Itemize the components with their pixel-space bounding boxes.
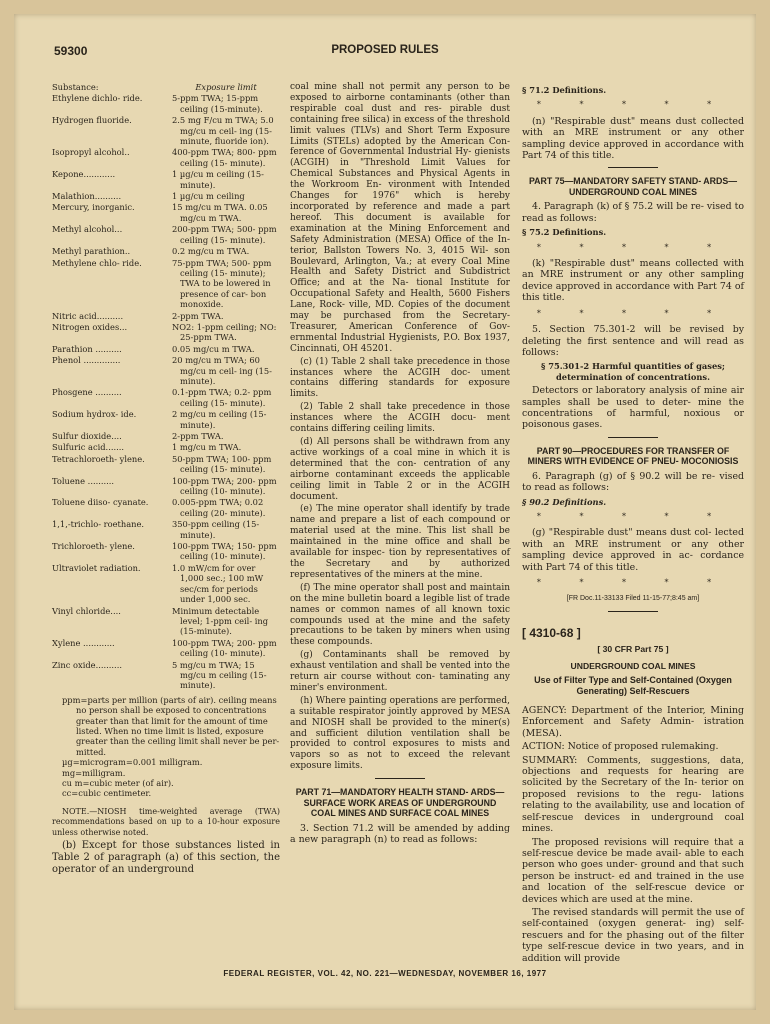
body-paragraph: (f) The mine operator shall post and maintain on the mine bulletin board a legible list of trade names or common names of all known toxic compounds used at the mine and the safety precautions to be taken by miners when using these compounds. — [290, 582, 510, 648]
exposure-limit: 0.05 mg/cu m TWA. — [172, 343, 255, 354]
substance-name: Trichloroeth- ylene. — [52, 541, 135, 552]
fr-doc-line: [FR Doc.11-33133 Filed 11-15-77;8:45 am] — [566, 595, 700, 603]
ellipsis-stars: * * * * * — [536, 578, 730, 587]
table-header — [52, 82, 280, 92]
table-row — [52, 442, 280, 452]
exposure-limit: 200-ppm TWA; 500- ppm ceiling (15- minute). — [172, 224, 277, 245]
exposure-limit: 2-ppm TWA. — [172, 431, 224, 441]
table-row — [52, 541, 280, 562]
ellipsis-stars: * * * * * — [536, 308, 730, 318]
table-row — [52, 169, 280, 190]
substance-name: Sodium hydrox- ide. — [52, 409, 137, 420]
substance-name: Sulfuric acid....... — [52, 442, 125, 453]
body-paragraph: Detectors or laboratory analysis of mine air samples shall be used to deter- mine the concentrations of harmful, noxious or poisonous gases. — [522, 385, 744, 431]
exposure-limit: NO2: 1-ppm ceiling; NO: 25-ppm TWA. — [172, 321, 277, 343]
exposure-limit: 400-ppm TWA; 800- ppm ceiling (15- minute). — [172, 147, 277, 168]
document-page — [14, 14, 756, 1010]
substance-name: Zinc oxide.......... — [52, 659, 122, 670]
body-paragraph: coal mine shall not permit any person to be exposed to airborne contaminants (other than respirable coal dust and res- pirable dust containing free silica) in excess of the threshold limit values (TLVs) and Short Term Exposure Limits (STELs) adopted by the American Con- ference of Governmental Industrial Hy- gienists (ACGIH) in "Threshold Limit Values for Chemical Substances and Physical Agents in the Workroom En- vironment with Intended Changes for 1976" which is hereby incorporated by reference and made a part hereof. This document is available for examination at the Mining Enforcement and Safety Administration (MESA) Office of the In- terior, Ballston Towers No. 3, 4015 Wil- son Boulevard, Arlington, Va.; at every Coal Mine Health and Safety District and Subdistrict Office; and at the Na- tional Institute for Occupational Safety and Health, 5600 Fishers Lane, Rock- ville, MD. Copies of the document may be purchased from the Secretary- Treasurer, American Conference of Gov- ernmental Industrial Hygienists, P.O. Box 1937, Cincinnati, OH 45201. — [290, 82, 510, 354]
table-row — [52, 660, 280, 691]
divider — [608, 437, 658, 438]
table-row — [52, 191, 280, 201]
divider — [608, 611, 658, 612]
exposure-limit: 5 mg/cu m TWA; 15 mg/cu m ceiling (15-minute). — [172, 659, 267, 691]
substance-name: Toluene diiso- cyanate. — [52, 497, 149, 508]
table-row — [52, 147, 280, 168]
table-row — [52, 409, 280, 430]
body-paragraph: (d) All persons shall be withdrawn from any active workings of a coal mine in which it is determined that the con- centration of any airborne contaminant exceeds the applicable ceiling limit in Table 2 or in the ACGIH document. — [290, 437, 510, 502]
paragraph-b: (b) Except for those substances listed in Table 2 of paragraph (a) of this section, the operator of an underground — [52, 840, 280, 876]
substance-name: Parathion .......... — [52, 343, 122, 354]
body-paragraph: (e) The mine operator shall identify by trade name and prepare a list of each compound or material used at the mine. This list shall be maintained in the mine office and shall be available for inspec- tion by representatives of the Secretary and by authorized representatives of the miners at the mine. — [290, 504, 510, 580]
ellipsis-stars: * * * * * — [536, 511, 730, 521]
substance-name: Hydrogen fluoride. — [52, 115, 132, 126]
action-paragraph: ACTION: Notice of proposed rulemaking. — [522, 741, 719, 753]
substance-name: Tetrachloroeth- ylene. — [52, 453, 145, 464]
column-2 — [290, 82, 510, 952]
table-row — [52, 563, 280, 605]
substance-name: Methyl alcohol... — [52, 224, 123, 235]
table-row — [52, 322, 280, 343]
table-head-substance: Substance: — [52, 82, 99, 92]
definition-line: cc=cubic centimeter. — [62, 788, 152, 799]
exposure-limit: 1 mg/cu m TWA. — [172, 442, 242, 453]
exposure-limit: 2-ppm TWA. — [172, 310, 224, 321]
table-row — [52, 115, 280, 146]
body-paragraph: 3. Section 71.2 will be amended by adding a new paragraph (n) to read as follows: — [290, 822, 510, 846]
substance-name: Nitrogen oxides... — [52, 321, 128, 332]
table-row — [52, 638, 280, 659]
ellipsis-stars: * * * * * — [536, 242, 730, 252]
table-row — [52, 431, 280, 441]
body-paragraph: (k) "Respirable dust" means collected with an MRE instrument or any other sampling device approved in accordance with Part 74 of this title. — [522, 258, 744, 304]
part-75-heading: PART 75—MANDATORY SAFETY STAND- ARDS—UNDERGROUND COAL MINES — [528, 176, 738, 197]
exposure-limit: 100-ppm TWA; 200- ppm ceiling (10- minute). — [172, 475, 277, 497]
exposure-limit: 1 µg/cu m ceiling (15-minute). — [172, 169, 264, 190]
page-footer: FEDERAL REGISTER, VOL. 42, NO. 221—WEDNESDAY, NOVEMBER 16, 1977 — [223, 969, 547, 978]
table-definitions — [52, 695, 280, 799]
substance-name: Methyl parathion.. — [52, 246, 131, 257]
table-head-limit: Exposure limit — [195, 82, 257, 92]
table-row — [52, 355, 280, 386]
exposure-limit: 100-ppm TWA; 200- ppm ceiling (10- minute). — [172, 637, 277, 659]
substance-name: Malathion.......... — [52, 191, 122, 202]
document-number: [ 4310-68 ] — [522, 625, 581, 640]
table-row — [52, 344, 280, 354]
substance-name: Ultraviolet radiation. — [52, 562, 141, 573]
body-paragraph: (c) (1) Table 2 shall take precedence in those instances where the ACGIH doc- ument contains differing standards for exposure limits. — [290, 356, 510, 400]
exposure-limit: 75-ppm TWA; 500- ppm ceiling (15- minute); TWA to be lowered in presence of car- bon monoxide. — [172, 257, 272, 310]
body-paragraph: (2) Table 2 shall take precedence in those instances where the ACGIH docu- ment contains differing ceiling limits. — [290, 402, 510, 435]
body-paragraph: (h) Where painting operations are performed, a suitable respirator jointly approved by MESA and NIOSH shall be provided to the miner(s) and sufficient dilution ventilation shall be provided to control exposures to mists and vapors so as not to exceed the relevant exposure limits. — [290, 695, 510, 772]
table-row — [52, 454, 280, 475]
body-paragraph: The proposed revisions will require that a self-rescue device be made avail- able to each person who goes under- ground and that such person be instruct- ed and trained in the use and location of the self-rescue device or devices which are used at the mine. — [522, 836, 744, 905]
table-row — [52, 519, 280, 540]
table-row — [52, 606, 280, 637]
definition-line: µg=microgram=0.001 milligram. — [62, 757, 203, 768]
exposure-limit: 100-ppm TWA; 150- ppm ceiling (10- minute). — [172, 541, 277, 562]
definition-line: mg=milligram. — [62, 767, 126, 778]
niosh-note: NOTE.—NIOSH time-weighted average (TWA) recommendations based on up to a 10-hour exposure unless otherwise noted. — [52, 806, 280, 837]
ellipsis-stars: * * * * * — [536, 100, 730, 110]
page-number: 59300 — [54, 44, 88, 58]
substance-name: Sulfur dioxide.... — [52, 431, 122, 441]
body-paragraph: (n) "Respirable dust" means dust collected with an MRE instrument or any other sampling device approved in accordance with Part 74 of this title. — [522, 115, 744, 162]
exposure-limit: 50-ppm TWA; 100- ppm ceiling (15- minute). — [172, 453, 272, 475]
definition-line: cu m=cubic meter (of air). — [62, 778, 174, 788]
divider — [608, 167, 658, 168]
part-90-heading: PART 90—PROCEDURES FOR TRANSFER OF MINERS WITH EVIDENCE OF PNEU- MOCONIOSIS — [527, 445, 739, 467]
substance-name: Toluene .......... — [52, 475, 115, 486]
table-row — [52, 93, 280, 114]
substance-name: Phenol .............. — [52, 355, 121, 366]
table-row — [52, 387, 280, 408]
substance-name: Mercury, inorganic. — [52, 202, 135, 213]
column-3 — [522, 82, 744, 964]
body-paragraph: The revised standards will permit the use of self-contained (oxygen generat- ing) self-rescuers and for the phasing out of the filter type self-rescue device in two years, and in addition will provide — [522, 906, 744, 964]
cfr-reference: [ 30 CFR Part 75 ] — [597, 644, 669, 655]
substance-name: Xylene ............ — [52, 637, 115, 648]
summary-paragraph: SUMMARY: Comments, suggestions, data, objections and requests for hearing are solicited by the Secretary of the In- terior on proposed revisions to the regu- lations relating to the availability, use and location of self-rescue devices in underground coal mines. — [522, 754, 744, 835]
table-row — [52, 497, 280, 518]
table-row — [52, 202, 280, 223]
table-row — [52, 258, 280, 310]
table-row — [52, 311, 280, 321]
table-row — [52, 476, 280, 497]
section-heading: § 75.301-2 Harmful quantities of gases; determination of concentrations. — [541, 361, 725, 382]
agency-paragraph: AGENCY: Department of the Interior, Mining Enforcement and Safety Admin- istration (MESA). — [522, 705, 744, 739]
exposure-limit: 350-ppm ceiling (15- minute). — [172, 519, 260, 540]
exposure-limit: 2.5 mg F/cu m TWA; 5.0 mg/cu m ceil- ing (15-minute, fluoride ion). — [172, 115, 274, 147]
substance-name: Isopropyl alcohol.. — [52, 147, 130, 158]
exposure-table — [52, 93, 280, 690]
body-paragraph: 4. Paragraph (k) of § 75.2 will be re- vised to read as follows: — [522, 201, 744, 224]
substance-name: Ethylene dichlo- ride. — [52, 93, 143, 104]
rule-subject: Use of Filter Type and Self-Contained (Oxygen Generating) Self-Rescuers — [534, 675, 732, 697]
exposure-limit: 0.1-ppm TWA; 0.2- ppm ceiling (15- minute). — [172, 387, 272, 408]
section-heading: § 90.2 Definitions. — [522, 496, 607, 507]
body-paragraph: (g) "Respirable dust" means dust col- lected with an MRE instrument or any other sampling device approved in ac- cordance with Part 74 of this title. — [522, 527, 744, 573]
substance-name: Kepone............ — [52, 169, 116, 180]
table-row — [52, 246, 280, 256]
divider — [375, 778, 425, 779]
exposure-limit: 20 mg/cu m TWA; 60 mg/cu m ceil- ing (15-minute). — [172, 355, 272, 386]
body-paragraph: (g) Contaminants shall be removed by exhaust ventilation and shall be vented into the return air course without con- taminating any miner's environment. — [290, 650, 510, 693]
page-header — [54, 44, 716, 60]
substance-name: Phosgene .......... — [52, 387, 122, 398]
exposure-limit: 1.0 mW/cm for over 1,000 sec.; 100 mW sec/cm for periods under 1,000 sec. — [172, 562, 264, 605]
table-row — [52, 224, 280, 245]
exposure-limit: 0.2 mg/cu m TWA. — [172, 246, 250, 257]
substance-name: Methylene chlo- ride. — [52, 257, 142, 268]
exposure-limit: 0.005-ppm TWA; 0.02 ceiling (20- minute). — [172, 497, 266, 518]
exposure-limit: 5-ppm TWA; 15-ppm ceiling (15-minute). — [172, 93, 263, 114]
body-paragraph: 6. Paragraph (g) of § 90.2 will be re- vised to read as follows: — [522, 470, 744, 494]
exposure-limit: Minimum detectable level; 1-ppm ceil- ing (15-minute). — [172, 605, 269, 637]
substance-name: Vinyl chloride.... — [52, 605, 121, 616]
exposure-limit: 2 mg/cu m ceiling (15-minute). — [172, 409, 267, 430]
substance-name: Nitric acid.......... — [52, 310, 124, 321]
page-title: PROPOSED RULES — [331, 44, 439, 56]
definition-line: ppm=parts per million (parts of air). ceiling means no person shall be exposed to concentrations greater than that limit for the amount of time listed. When no time limit is listed, exposure greater than the ceiling limit shall never be per- mitted. — [62, 694, 280, 757]
column-1 — [52, 82, 280, 952]
part-71-heading: PART 71—MANDATORY HEALTH STAND- ARDS—SURFACE WORK AREAS OF UNDERGROUND COAL MINES AND SURFACE COAL MINES — [295, 787, 505, 819]
body-paragraph: 5. Section 75.301-2 will be revised by deleting the first sentence and will read as follows: — [522, 324, 744, 358]
exposure-limit: 1 µg/cu m ceiling — [172, 191, 245, 202]
exposure-limit: 15 mg/cu m TWA. 0.05 mg/cu m TWA. — [172, 202, 268, 223]
section-heading: § 71.2 Definitions. — [522, 85, 607, 95]
section-heading: § 75.2 Definitions. — [522, 227, 607, 238]
rule-heading: UNDERGROUND COAL MINES — [570, 660, 696, 671]
substance-name: 1,1,-trichlo- roethane. — [52, 519, 145, 530]
